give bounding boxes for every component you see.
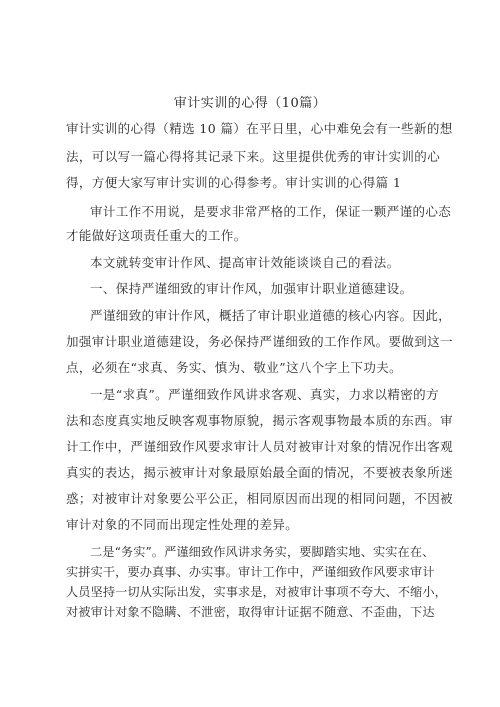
section-heading: 一、保持严谨细致的审计作风，加强审计职业道德建设。	[90, 281, 413, 296]
paragraph-line: 实拼实干，要办真事、办实事。审计工作中，严谨细致作风要求审计	[66, 565, 435, 579]
paragraph-line: 法，可以写一篇心得将其记录下来。这里提供优秀的审计实训的心	[66, 149, 441, 164]
document-title: 审计实训的心得（10篇）	[173, 96, 327, 111]
paragraph-line: 审计对象的不同而出现定性处理的差异。	[66, 517, 299, 532]
paragraph-line: 审计工作不用说，是要求非常严格的工作，保证一颗严谨的心态	[90, 204, 452, 219]
paragraph-line: 二是“务实”。严谨细致作风讲求务实，要脚踏实地、实实在在、	[90, 545, 435, 559]
paragraph-line: 审计实训的心得（精选 10 篇）在平日里，心中难免会有一些新的想	[66, 121, 453, 136]
paragraph-line: 计工作中，严谨细致作风要求审计人员对被审计对象的情况作出客观	[66, 439, 454, 454]
paragraph-line: 加强审计职业道德建设，务必保持严谨细致的工作作风。要做到这一	[66, 334, 454, 349]
paragraph-line: 法和态度真实地反映客观事物原貌，揭示客观事物最本质的东西。审	[66, 413, 454, 428]
paragraph-line: 惑；对被审计对象要公平公正，相同原因而出现的相同问题，不因被	[66, 491, 454, 506]
paragraph-line: 一是“求真”。严谨细致作风讲求客观、真实，力求以精密的方	[90, 387, 439, 402]
paragraph-line: 严谨细致的审计作风，概括了审计职业道德的核心内容。因此，	[90, 308, 452, 323]
paragraph-line: 才能做好这项责任重大的工作。	[66, 228, 247, 243]
paragraph-line: 点，必须在“求真、务实、慎为、敬业”这八个字上下功夫。	[66, 360, 403, 375]
paragraph-line: 本文就转变审计作风、提高审计效能谈谈自己的看法。	[90, 255, 400, 270]
paragraph-line: 对被审计对象不隐瞒、不泄密，取得审计证据不随意、不歪曲，下达	[66, 605, 435, 619]
paragraph-line: 真实的表达，揭示被审计对象最原始最全面的情况，不要被表象所迷	[66, 465, 454, 480]
paragraph-line: 得，方便大家写审计实训的心得参考。审计实训的心得篇 1	[66, 175, 402, 190]
paragraph-line: 人员坚持一切从实际出发，实事求是，对被审计事项不夸大、不缩小，	[66, 585, 447, 599]
